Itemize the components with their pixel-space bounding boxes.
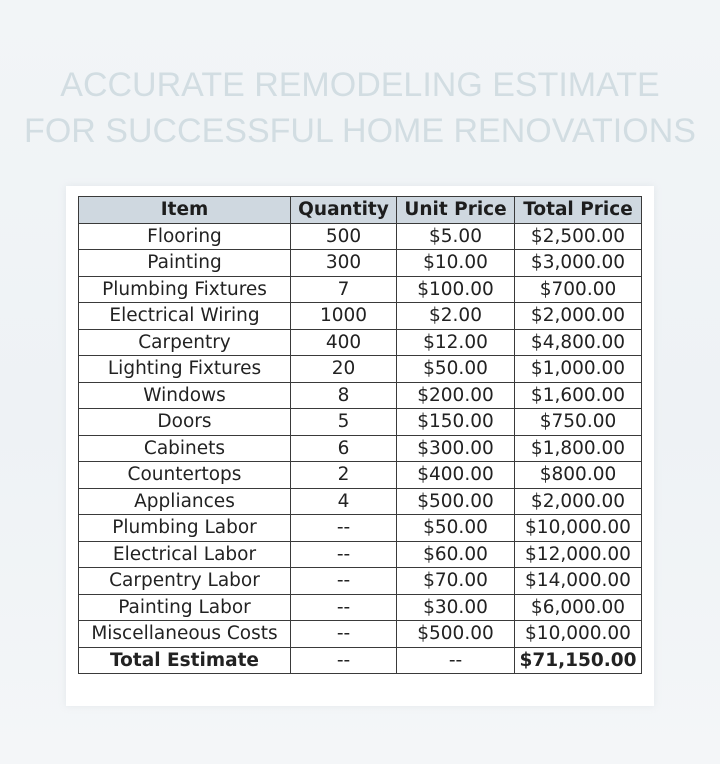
header-quantity: Quantity bbox=[291, 197, 397, 224]
cell-quantity: 7 bbox=[291, 276, 397, 303]
table-row bbox=[79, 594, 642, 621]
cell-unit-price: $5.00 bbox=[397, 223, 515, 250]
cell-total-price: $10,000.00 bbox=[515, 621, 642, 648]
cell-quantity: 1000 bbox=[291, 303, 397, 330]
table-row bbox=[79, 250, 642, 277]
cell-unit-price: $500.00 bbox=[397, 488, 515, 515]
cell-quantity: 6 bbox=[291, 435, 397, 462]
header-item: Item bbox=[79, 197, 291, 224]
cell-item: Carpentry bbox=[79, 329, 291, 356]
cell-unit-price: $200.00 bbox=[397, 382, 515, 409]
total-row bbox=[79, 647, 642, 674]
table-body bbox=[79, 223, 642, 674]
cell-total-price: $6,000.00 bbox=[515, 594, 642, 621]
cell-unit-price: $60.00 bbox=[397, 541, 515, 568]
cell-item: Carpentry Labor bbox=[79, 568, 291, 595]
cell-total-price: $10,000.00 bbox=[515, 515, 642, 542]
estimate-table bbox=[78, 196, 642, 674]
total-amount: $71,150.00 bbox=[515, 647, 642, 674]
cell-item: Electrical Labor bbox=[79, 541, 291, 568]
cell-item: Cabinets bbox=[79, 435, 291, 462]
cell-item: Flooring bbox=[79, 223, 291, 250]
table-row bbox=[79, 409, 642, 436]
cell-total-price: $700.00 bbox=[515, 276, 642, 303]
cell-unit-price: $10.00 bbox=[397, 250, 515, 277]
title-line-1: ACCURATE REMODELING ESTIMATE bbox=[60, 66, 660, 104]
header-unit-price: Unit Price bbox=[397, 197, 515, 224]
table-row bbox=[79, 329, 642, 356]
cell-total-price: $2,000.00 bbox=[515, 303, 642, 330]
table-row bbox=[79, 276, 642, 303]
cell-item: Lighting Fixtures bbox=[79, 356, 291, 383]
cell-unit-price: $12.00 bbox=[397, 329, 515, 356]
cell-item: Appliances bbox=[79, 488, 291, 515]
cell-item: Countertops bbox=[79, 462, 291, 489]
table-row bbox=[79, 462, 642, 489]
cell-item: Painting Labor bbox=[79, 594, 291, 621]
total-quantity: -- bbox=[291, 647, 397, 674]
cell-item: Windows bbox=[79, 382, 291, 409]
table-row bbox=[79, 382, 642, 409]
total-unit-price: -- bbox=[397, 647, 515, 674]
cell-total-price: $2,000.00 bbox=[515, 488, 642, 515]
cell-quantity: -- bbox=[291, 568, 397, 595]
table-header-row bbox=[79, 197, 642, 224]
cell-quantity: -- bbox=[291, 621, 397, 648]
table-row bbox=[79, 223, 642, 250]
cell-quantity: -- bbox=[291, 594, 397, 621]
cell-quantity: -- bbox=[291, 515, 397, 542]
table-row bbox=[79, 621, 642, 648]
cell-item: Electrical Wiring bbox=[79, 303, 291, 330]
table-row bbox=[79, 435, 642, 462]
cell-total-price: $1,800.00 bbox=[515, 435, 642, 462]
table-row bbox=[79, 541, 642, 568]
cell-unit-price: $30.00 bbox=[397, 594, 515, 621]
cell-unit-price: $300.00 bbox=[397, 435, 515, 462]
table-row bbox=[79, 488, 642, 515]
cell-item: Painting bbox=[79, 250, 291, 277]
cell-item: Plumbing Labor bbox=[79, 515, 291, 542]
cell-total-price: $14,000.00 bbox=[515, 568, 642, 595]
cell-total-price: $12,000.00 bbox=[515, 541, 642, 568]
cell-quantity: 2 bbox=[291, 462, 397, 489]
cell-total-price: $1,000.00 bbox=[515, 356, 642, 383]
table-row bbox=[79, 515, 642, 542]
cell-total-price: $3,000.00 bbox=[515, 250, 642, 277]
cell-quantity: 20 bbox=[291, 356, 397, 383]
cell-unit-price: $400.00 bbox=[397, 462, 515, 489]
cell-unit-price: $70.00 bbox=[397, 568, 515, 595]
cell-unit-price: $2.00 bbox=[397, 303, 515, 330]
cell-total-price: $2,500.00 bbox=[515, 223, 642, 250]
cell-quantity: 4 bbox=[291, 488, 397, 515]
cell-quantity: 5 bbox=[291, 409, 397, 436]
table-row bbox=[79, 303, 642, 330]
cell-quantity: 500 bbox=[291, 223, 397, 250]
table-row bbox=[79, 568, 642, 595]
cell-total-price: $1,600.00 bbox=[515, 382, 642, 409]
cell-quantity: 400 bbox=[291, 329, 397, 356]
table-row bbox=[79, 356, 642, 383]
cell-quantity: 8 bbox=[291, 382, 397, 409]
header-total-price: Total Price bbox=[515, 197, 642, 224]
cell-unit-price: $50.00 bbox=[397, 356, 515, 383]
cell-total-price: $800.00 bbox=[515, 462, 642, 489]
cell-quantity: -- bbox=[291, 541, 397, 568]
cell-item: Plumbing Fixtures bbox=[79, 276, 291, 303]
cell-unit-price: $100.00 bbox=[397, 276, 515, 303]
title-line-2: FOR SUCCESSFUL HOME RENOVATIONS bbox=[24, 112, 696, 150]
cell-quantity: 300 bbox=[291, 250, 397, 277]
cell-unit-price: $500.00 bbox=[397, 621, 515, 648]
total-label: Total Estimate bbox=[79, 647, 291, 674]
cell-total-price: $4,800.00 bbox=[515, 329, 642, 356]
cell-item: Doors bbox=[79, 409, 291, 436]
cell-total-price: $750.00 bbox=[515, 409, 642, 436]
page-title bbox=[0, 62, 720, 154]
cell-item: Miscellaneous Costs bbox=[79, 621, 291, 648]
cell-unit-price: $150.00 bbox=[397, 409, 515, 436]
cell-unit-price: $50.00 bbox=[397, 515, 515, 542]
